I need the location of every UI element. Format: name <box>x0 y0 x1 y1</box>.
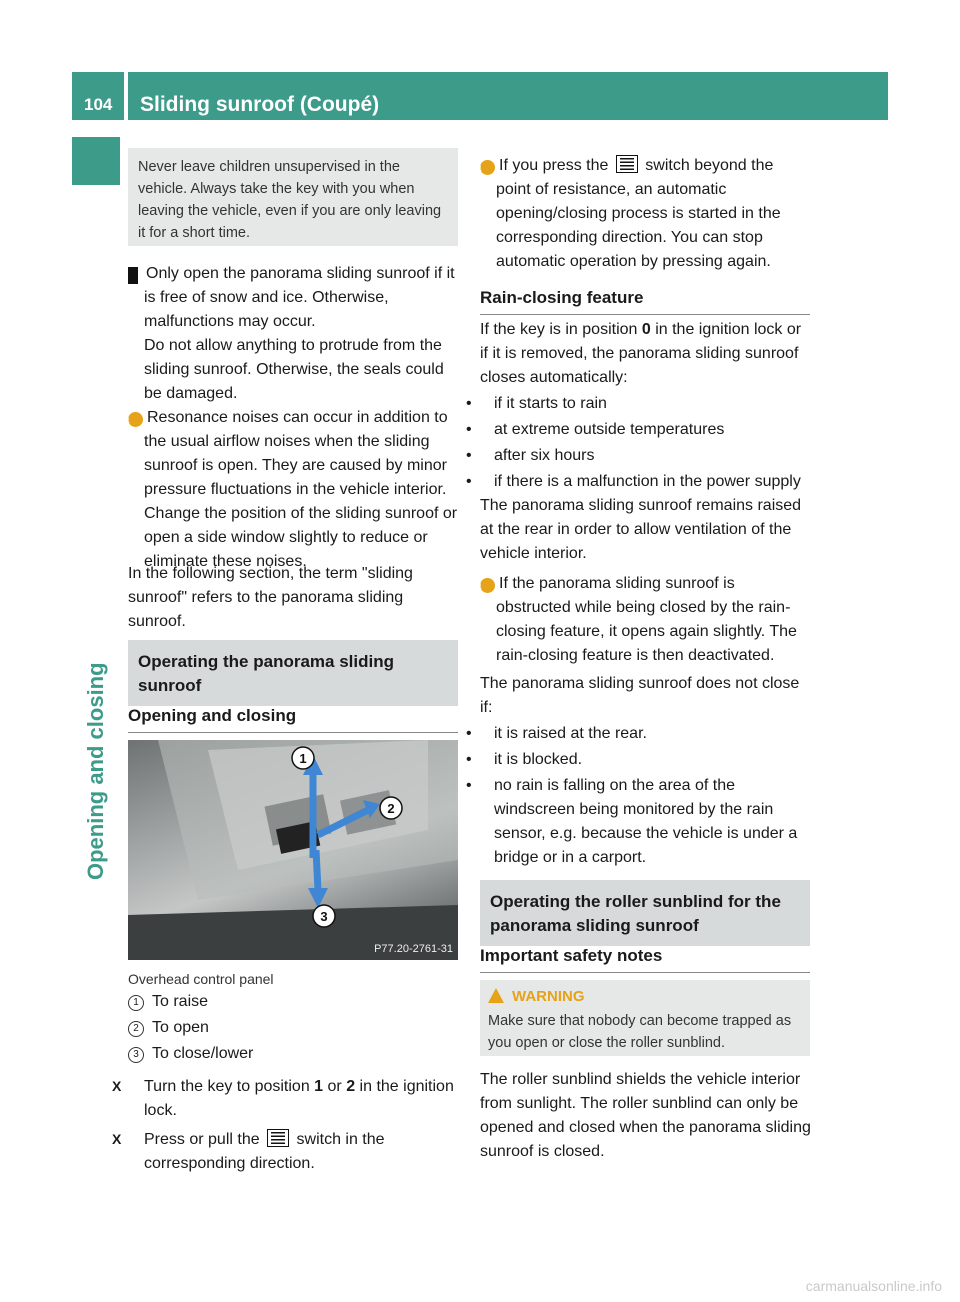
overhead-control-panel-photo <box>128 740 458 960</box>
info-obstructed-text: If the panorama sliding sunroof is obstructed while being closed by the rain-closing feature, it opens again slightly. The rain-closing feature is then deactivated. <box>496 575 797 664</box>
step1-text-a: Turn the key to position <box>144 1078 315 1095</box>
info-icon: i <box>480 578 495 593</box>
bullet: • <box>466 421 472 438</box>
step-turn-key <box>112 1074 460 1123</box>
rain-p1 <box>480 318 812 390</box>
list-item-text: if it starts to rain <box>494 395 607 412</box>
note-resonance-text: Resonance noises can occur in addition to the usual airflow noises when the sliding sunroof is open. They are caused by minor pressure fluctuations in the vehicle interior. Change the position of the sliding sunroof or open a side window slightly to reduce or eliminate these noises. <box>144 409 458 570</box>
list-item-text: after six hours <box>494 447 595 464</box>
sunblind-paragraph: The roller sunblind shields the vehicle interior from sunlight. The roller sunblind can only be opened and closed when the panorama sliding sunroof is closed. <box>480 1071 811 1160</box>
legend-number: 2 <box>128 1021 144 1037</box>
list-item <box>466 748 812 772</box>
bullet: • <box>466 725 472 742</box>
exclamation-icon: ! <box>128 267 138 284</box>
step1-pos1: 1 <box>314 1078 324 1095</box>
info1-text-b: switch beyond the point of resistance, an automatic opening/closing process is started in the corresponding direction. You can stop automatic operation by pressing again. <box>496 157 781 270</box>
photo-illustration <box>128 740 458 960</box>
rain-p3: The panorama sliding sunroof does not close if: <box>480 675 800 716</box>
rain-p1-a: If the key is in position <box>480 321 642 338</box>
legend-text: To close/lower <box>152 1045 254 1062</box>
rain-p1-c: in the ignition lock or if it is removed, the panorama sliding sunroof closes automatically: <box>480 321 802 386</box>
no-close-bullet-list <box>466 722 812 870</box>
bullet: • <box>466 751 472 768</box>
photo-caption: Overhead control panel <box>128 971 274 987</box>
section-heading-panorama: Operating the panorama sliding sunroof <box>128 640 458 706</box>
info-auto-operation <box>477 154 812 274</box>
legend-item <box>128 1042 460 1068</box>
warning-header <box>488 984 802 1010</box>
warning-label: WARNING <box>512 988 585 1005</box>
step2-text-a: Press or pull the <box>144 1131 265 1148</box>
page-number: 104 <box>84 95 113 114</box>
footer-watermark: carmanualsonline.info <box>805 1278 942 1294</box>
rain-p2: The panorama sliding sunroof remains raised at the rear in order to allow ventilation of the vehicle interior. <box>480 497 802 562</box>
note-info-resonance <box>125 406 460 574</box>
header-divider <box>124 72 128 120</box>
side-tab-block <box>72 137 120 185</box>
subheading-safety-notes: Important safety notes <box>480 944 810 973</box>
legend-text: To raise <box>152 993 209 1010</box>
subheading-rain-closing: Rain-closing feature <box>480 286 810 315</box>
rain-bullet-list <box>466 392 812 494</box>
step1-or: or <box>323 1078 347 1095</box>
legend-text: To open <box>152 1019 209 1036</box>
list-item-text: it is blocked. <box>494 751 583 768</box>
warning-text: Make sure that nobody can become trapped as you open or close the roller sunblind. <box>488 1013 792 1051</box>
info-icon: i <box>128 412 143 427</box>
list-item <box>466 470 812 494</box>
bullet: • <box>466 395 472 412</box>
legend-number: 3 <box>128 1047 144 1063</box>
sunroof-term-paragraph: In the following section, the term "sliding sunroof" refers to the panorama sliding sunroof. <box>128 565 413 630</box>
step-arrow-icon: X <box>112 1131 122 1147</box>
warning-triangle-icon <box>488 988 504 1003</box>
list-item-text: no rain is falling on the area of the windscreen being monitored by the rain sensor, e.g. because the vehicle is under a bridge or in a carport. <box>494 777 798 866</box>
list-item-text: if there is a malfunction in the power supply <box>494 473 801 490</box>
rain-closing-content <box>466 318 812 870</box>
bullet: • <box>466 447 472 464</box>
legend-number: 1 <box>128 995 144 1011</box>
warning-box <box>128 148 458 246</box>
side-tab-label: Opening and closing <box>83 662 108 880</box>
bullet: • <box>466 777 472 794</box>
rain-p1-position: 0 <box>641 321 651 338</box>
list-item-text: at extreme outside temperatures <box>494 421 725 438</box>
photo-marker-1: 1 <box>299 751 307 766</box>
step1-pos2: 2 <box>346 1078 356 1095</box>
photo-marker-3: 3 <box>320 909 328 924</box>
section-heading-roller-sunblind: Operating the roller sunblind for the panorama sliding sunroof <box>480 880 810 946</box>
step1-text-c: in the ignition lock. <box>144 1078 454 1119</box>
note-caution-p2: Do not allow anything to protrude from the sliding sunroof. Otherwise, the seals could be damaged. <box>144 337 444 402</box>
info-icon: i <box>480 160 495 175</box>
page-title: Sliding sunroof (Coupé) <box>140 93 380 116</box>
switch-icon <box>267 1129 289 1147</box>
legend-item <box>128 1016 460 1042</box>
step2-text-b: switch in the corresponding direction. <box>144 1131 385 1172</box>
step-press-switch <box>112 1127 460 1176</box>
note-caution <box>122 262 460 406</box>
note-caution-p1: Only open the panorama sliding sunroof if it is free of snow and ice. Otherwise, malfunctions may occur. <box>144 265 455 330</box>
instruction-steps <box>112 1074 460 1176</box>
info1-text-a: If you press the <box>499 157 613 174</box>
legend-item <box>128 990 460 1016</box>
photo-reference-code: P77.20-2761-31 <box>374 943 453 955</box>
list-item-text: it is raised at the rear. <box>494 725 647 742</box>
step-arrow-icon: X <box>112 1078 122 1094</box>
list-item <box>466 392 812 416</box>
switch-icon <box>616 155 638 173</box>
list-item <box>466 774 812 870</box>
list-item <box>466 722 812 746</box>
subheading-opening-closing: Opening and closing <box>128 704 458 733</box>
list-item <box>466 418 812 442</box>
bullet: • <box>466 473 472 490</box>
list-item <box>466 444 812 468</box>
photo-marker-2: 2 <box>387 801 395 816</box>
legend-list <box>128 990 460 1068</box>
info-obstructed <box>477 572 812 668</box>
warning-box-text: Never leave children unsupervised in the vehicle. Always take the key with you when leaving the vehicle, even if you are only leaving it for a short time. <box>138 159 442 241</box>
warning-box-sunblind <box>480 980 810 1056</box>
